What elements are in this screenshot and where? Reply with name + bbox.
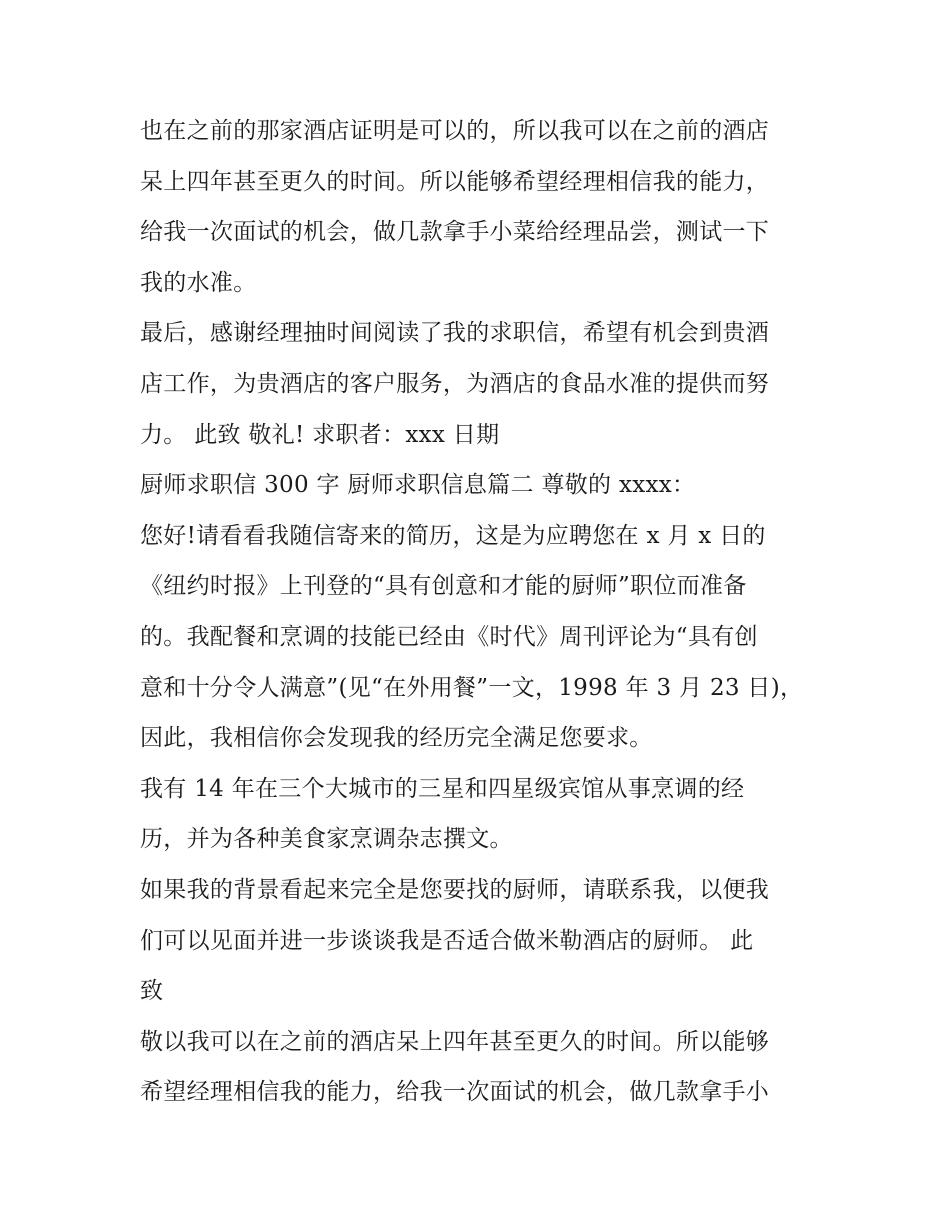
text-line: 因此，我相信你会发现我的经历完全满足您要求。 bbox=[140, 725, 653, 752]
text-line: 《纽约时报》上刊登的“具有创意和才能的厨师”职位而准备 bbox=[140, 573, 747, 600]
document-body bbox=[140, 106, 820, 1118]
text-line: 如果我的背景看起来完全是您要找的厨师，请联系我，以便我 bbox=[140, 876, 770, 903]
text-line: 力。 此致 敬礼! 求职者：xxx 日期 bbox=[140, 421, 500, 448]
text-line: 您好!请看看我随信寄来的简历，这是为应聘您在 x 月 x 日的 bbox=[140, 522, 766, 549]
text-line: 呆上四年甚至更久的时间。所以能够希望经理相信我的能力， bbox=[140, 168, 770, 195]
text-line: 希望经理相信我的能力，给我一次面试的机会，做几款拿手小 bbox=[140, 1079, 770, 1106]
text-line: 历，并为各种美食家烹调杂志撰文。 bbox=[140, 826, 513, 853]
text-line: 意和十分令人满意”(见“在外用餐”一文，1998 年 3 月 23 日)， bbox=[140, 674, 804, 701]
text-line: 们可以见面并进一步谈谈我是否适合做米勒酒店的厨师。 此 bbox=[140, 927, 754, 954]
text-line: 致 bbox=[140, 978, 164, 1005]
text-line: 我有 14 年在三个大城市的三星和四星级宾馆从事烹调的经 bbox=[140, 775, 745, 802]
text-line: 我的水准。 bbox=[140, 269, 257, 296]
text-line: 也在之前的那家酒店证明是可以的，所以我可以在之前的酒店 bbox=[140, 118, 770, 144]
text-line: 的。我配餐和烹调的技能已经由《时代》周刊评论为“具有创 bbox=[140, 623, 758, 650]
text-line: 店工作，为贵酒店的客户服务，为酒店的食品水准的提供而努 bbox=[140, 370, 770, 397]
text-line: 最后，感谢经理抽时间阅读了我的求职信，希望有机会到贵酒 bbox=[140, 320, 770, 347]
text-line: 给我一次面试的机会，做几款拿手小菜给经理品尝，测试一下 bbox=[140, 219, 770, 246]
text-line: 敬以我可以在之前的酒店呆上四年甚至更久的时间。所以能够 bbox=[140, 1028, 770, 1055]
text-line: 厨师求职信 300 字 厨师求职信息篇二 尊敬的 xxxx： bbox=[140, 472, 696, 499]
